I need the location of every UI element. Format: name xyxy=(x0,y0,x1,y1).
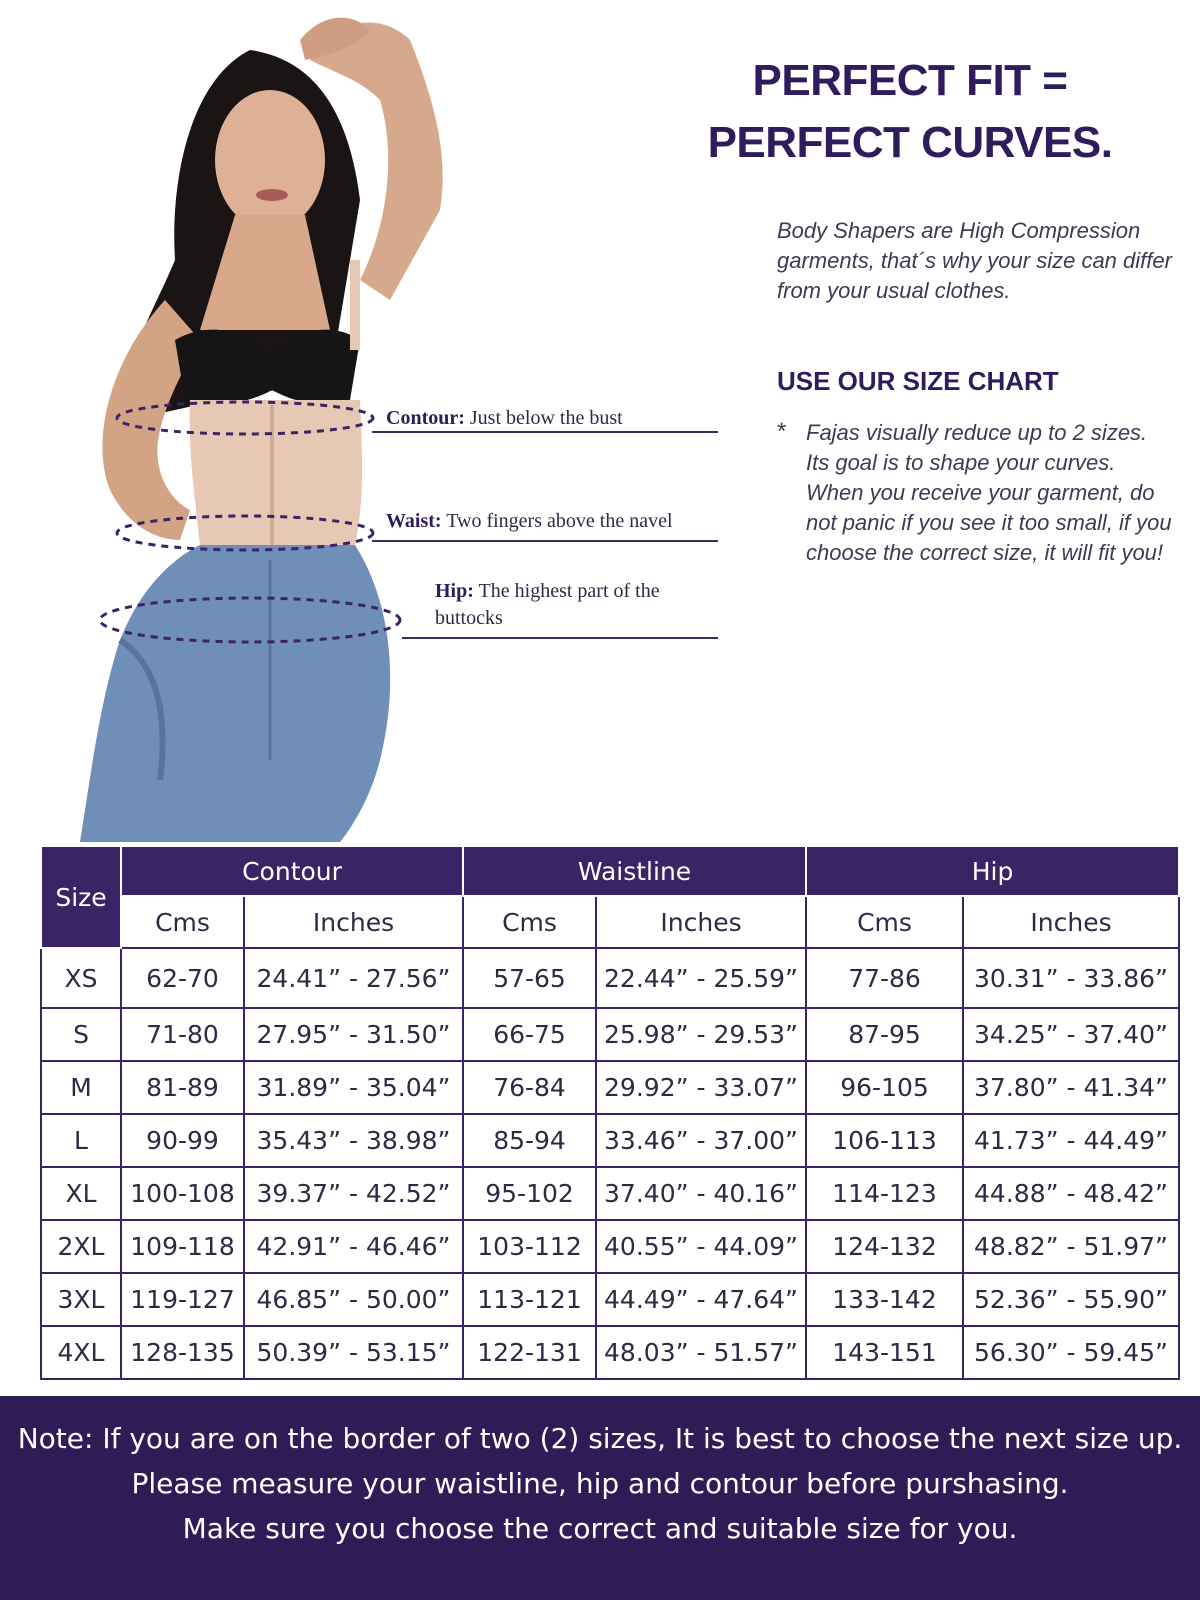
bottom-note-line-1: Note: If you are on the border of two (2) sizes, It is best to choose the next size up. xyxy=(17,1422,1183,1455)
table-cell: 44.49” - 47.64” xyxy=(596,1273,806,1326)
table-cell: 33.46” - 37.00” xyxy=(596,1114,806,1167)
callout-hip-line xyxy=(402,637,718,639)
table-cell: 56.30” - 59.45” xyxy=(963,1326,1179,1379)
table-row xyxy=(41,1326,1179,1379)
callout-contour xyxy=(386,405,623,432)
table-cell: 66-75 xyxy=(463,1008,596,1061)
note-text: Fajas visually reduce up to 2 sizes. Its goal is to shape your curves. When you receive your garment, do not panic if you see it too small, if you choose the correct size, it will fit you! xyxy=(806,420,1172,565)
group-header-contour: Contour xyxy=(121,846,463,896)
callout-waist-label: Waist: xyxy=(386,510,442,532)
callout-hip xyxy=(435,578,660,632)
table-cell: 27.95” - 31.50” xyxy=(244,1008,463,1061)
headline-line-2: PERFECT CURVES. xyxy=(707,118,1113,167)
table-cell: 30.31” - 33.86” xyxy=(963,948,1179,1008)
table-cell: 62-70 xyxy=(121,948,244,1008)
callout-waist-line xyxy=(372,540,718,542)
callout-hip-label: Hip: xyxy=(435,580,474,602)
size-cell: 4XL xyxy=(41,1326,121,1379)
table-cell: 44.88” - 48.42” xyxy=(963,1167,1179,1220)
subheader-hip-inches: Inches xyxy=(963,896,1179,948)
subheader-contour-cms: Cms xyxy=(121,896,244,948)
size-cell: 3XL xyxy=(41,1273,121,1326)
table-cell: 42.91” - 46.46” xyxy=(244,1220,463,1273)
table-cell: 103-112 xyxy=(463,1220,596,1273)
callout-contour-line xyxy=(372,431,718,433)
page-title xyxy=(640,50,1180,174)
table-cell: 37.80” - 41.34” xyxy=(963,1061,1179,1114)
table-cell: 52.36” - 55.90” xyxy=(963,1273,1179,1326)
subheader-contour-inches: Inches xyxy=(244,896,463,948)
callout-hip-text: The highest part of the xyxy=(473,580,660,602)
size-cell: L xyxy=(41,1114,121,1167)
note-asterisk: * xyxy=(777,418,787,445)
table-cell: 37.40” - 40.16” xyxy=(596,1167,806,1220)
table-row xyxy=(41,1061,1179,1114)
table-cell: 39.37” - 42.52” xyxy=(244,1167,463,1220)
table-cell: 109-118 xyxy=(121,1220,244,1273)
table-row xyxy=(41,1114,1179,1167)
table-cell: 114-123 xyxy=(806,1167,963,1220)
table-cell: 128-135 xyxy=(121,1326,244,1379)
table-row xyxy=(41,948,1179,1008)
table-cell: 48.82” - 51.97” xyxy=(963,1220,1179,1273)
table-cell: 57-65 xyxy=(463,948,596,1008)
table-cell: 95-102 xyxy=(463,1167,596,1220)
subheader-hip-cms: Cms xyxy=(806,896,963,948)
size-cell: XL xyxy=(41,1167,121,1220)
table-cell: 31.89” - 35.04” xyxy=(244,1061,463,1114)
table-row xyxy=(41,1220,1179,1273)
table-row xyxy=(41,1167,1179,1220)
callout-waist xyxy=(386,508,673,535)
table-row xyxy=(41,1273,1179,1326)
table-cell: 71-80 xyxy=(121,1008,244,1061)
table-cell: 119-127 xyxy=(121,1273,244,1326)
table-cell: 96-105 xyxy=(806,1061,963,1114)
bottom-note-line-3: Make sure you choose the correct and suitable size for you. xyxy=(182,1512,1018,1545)
bottom-note-banner xyxy=(0,1396,1200,1600)
intro-text: Body Shapers are High Compression garments, that´s why your size can differ from your usual clothes. xyxy=(777,218,1172,303)
bottom-note-line-2: Please measure your waistline, hip and contour before purshasing. xyxy=(131,1467,1069,1500)
size-cell: M xyxy=(41,1061,121,1114)
size-cell: S xyxy=(41,1008,121,1061)
subheader-waist-cms: Cms xyxy=(463,896,596,948)
callout-contour-text: Just below the bust xyxy=(464,407,623,429)
size-cell: 2XL xyxy=(41,1220,121,1273)
callout-contour-label: Contour: xyxy=(386,407,465,429)
group-header-waistline: Waistline xyxy=(463,846,806,896)
subheader-waist-inches: Inches xyxy=(596,896,806,948)
table-cell: 22.44” - 25.59” xyxy=(596,948,806,1008)
table-cell: 50.39” - 53.15” xyxy=(244,1326,463,1379)
table-cell: 100-108 xyxy=(121,1167,244,1220)
size-chart-heading: USE OUR SIZE CHART xyxy=(777,366,1059,396)
table-row xyxy=(41,1008,1179,1061)
table-cell: 143-151 xyxy=(806,1326,963,1379)
table-cell: 41.73” - 44.49” xyxy=(963,1114,1179,1167)
table-cell: 48.03” - 51.57” xyxy=(596,1326,806,1379)
table-cell: 133-142 xyxy=(806,1273,963,1326)
size-header: Size xyxy=(41,846,121,948)
table-cell: 122-131 xyxy=(463,1326,596,1379)
callout-waist-text: Two fingers above the navel xyxy=(441,510,673,532)
table-cell: 87-95 xyxy=(806,1008,963,1061)
table-cell: 106-113 xyxy=(806,1114,963,1167)
callout-hip-text2: buttocks xyxy=(435,607,503,629)
table-cell: 46.85” - 50.00” xyxy=(244,1273,463,1326)
headline-line-1: PERFECT FIT = xyxy=(752,56,1068,105)
table-cell: 85-94 xyxy=(463,1114,596,1167)
table-cell: 24.41” - 27.56” xyxy=(244,948,463,1008)
size-table-body xyxy=(41,948,1179,1379)
table-cell: 77-86 xyxy=(806,948,963,1008)
table-cell: 25.98” - 29.53” xyxy=(596,1008,806,1061)
table-cell: 40.55” - 44.09” xyxy=(596,1220,806,1273)
table-cell: 29.92” - 33.07” xyxy=(596,1061,806,1114)
table-cell: 34.25” - 37.40” xyxy=(963,1008,1179,1061)
table-cell: 90-99 xyxy=(121,1114,244,1167)
size-cell: XS xyxy=(41,948,121,1008)
table-cell: 76-84 xyxy=(463,1061,596,1114)
table-cell: 35.43” - 38.98” xyxy=(244,1114,463,1167)
table-cell: 124-132 xyxy=(806,1220,963,1273)
size-table xyxy=(40,845,1180,1380)
table-cell: 81-89 xyxy=(121,1061,244,1114)
table-cell: 113-121 xyxy=(463,1273,596,1326)
group-header-hip: Hip xyxy=(806,846,1179,896)
